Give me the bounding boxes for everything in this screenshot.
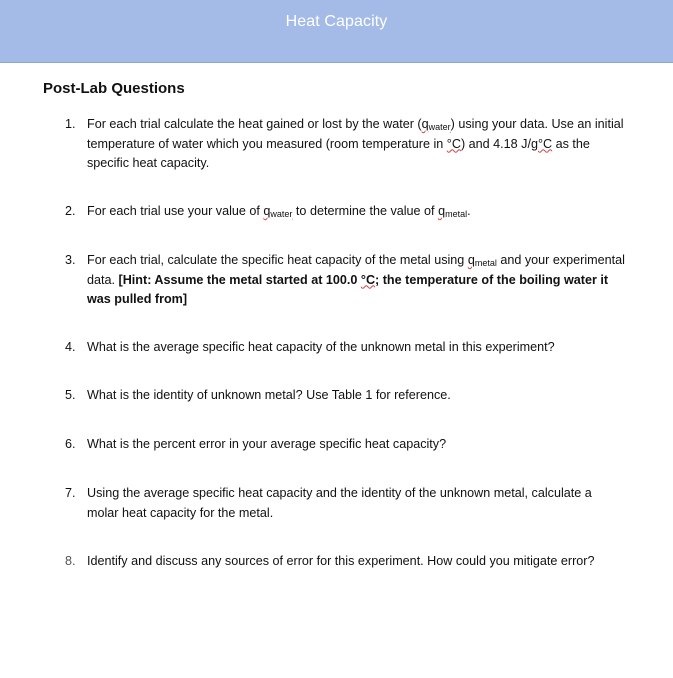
question-8: [65, 552, 625, 572]
question-text: What is the identity of unknown metal? Use Table 1 for reference.: [87, 388, 451, 402]
question-number: 4.: [65, 340, 76, 354]
q-water-symbol: $q_{water}$: [263, 204, 293, 219]
question-7: [65, 484, 625, 523]
q-metal-symbol: $q_{metal}$: [467, 253, 497, 268]
degree-celsius: °C: [446, 136, 461, 151]
question-number: 3.: [65, 253, 76, 267]
question-text: What is the percent error in your average specific heat capacity?: [87, 437, 447, 451]
question-number: 5.: [65, 388, 76, 402]
unit-g-degree-c: g°C: [530, 136, 553, 151]
q-metal-symbol: $q_{metal}$: [438, 204, 468, 219]
section-title: Post-Lab Questions: [43, 80, 185, 97]
question-5: [65, 386, 625, 406]
question-text: Identify and discuss any sources of error for this experiment. How could you mitigate error?: [87, 554, 595, 568]
header-banner: [0, 0, 673, 63]
question-text: For each trial use your value of $q_{water}$ to determine the value of $q_{metal}$.: [87, 204, 471, 219]
question-3: [65, 251, 625, 310]
question-2: [65, 202, 625, 222]
q-water-symbol: $q_{water}$: [421, 117, 451, 132]
question-text: For each trial calculate the heat gained or lost by the water $(q_{water})$ using your data. Use an initial temperature of water which you measured (room temperature in °C) and 4.18 J/g°C as the specific heat capacity.: [87, 117, 624, 170]
question-number: 2.: [65, 204, 76, 218]
hint-text: [Hint: Assume the metal started at 100.0 °C; the temperature of the boiling water it was pulled from]: [87, 272, 609, 306]
question-text: For each trial, calculate the specific heat capacity of the metal using $q_{metal}$ and your experimental data. [Hint: Assume the metal started at 100.0 °C; the temperature of the boiling water it was pulled from]: [87, 253, 625, 306]
page-title: Heat Capacity: [285, 13, 388, 30]
question-text: Using the average specific heat capacity and the identity of the unknown metal, calculate a molar heat capacity for the metal.: [87, 486, 592, 520]
question-text: What is the average specific heat capacity of the unknown metal in this experiment?: [87, 340, 555, 354]
question-number: 1.: [65, 117, 76, 131]
question-1: [65, 115, 625, 174]
question-6: [65, 435, 625, 455]
question-4: [65, 338, 625, 358]
question-number: 7.: [65, 486, 76, 500]
question-number: 6.: [65, 437, 76, 451]
question-number: 8.: [65, 554, 76, 568]
